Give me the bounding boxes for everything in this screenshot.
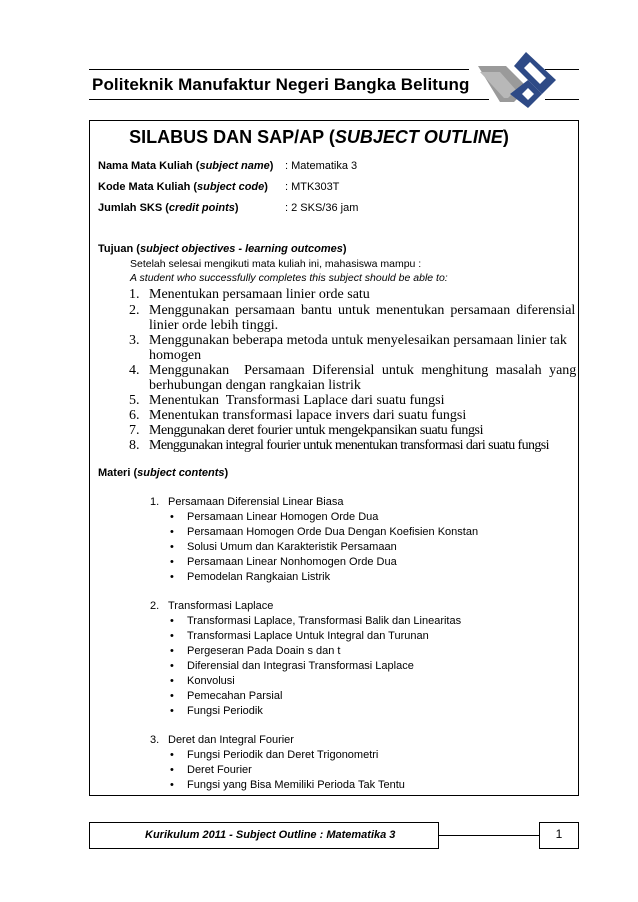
credit-points-label: Jumlah SKS (credit points) — [98, 202, 239, 214]
content-topic: Persamaan Linear Homogen Orde Dua — [187, 511, 379, 523]
document-title: SILABUS DAN SAP/AP (SUBJECT OUTLINE) — [129, 127, 509, 147]
content-topic: Fungsi Periodik — [187, 705, 263, 717]
objective-text: Menggunakan persamaan bantu untuk menentukan persamaan diferensial — [149, 303, 576, 318]
objective-text: linier orde lebih tinggi. — [149, 318, 279, 333]
objectives-intro: Setelah selesai mengikuti mata kuliah ini, mahasiswa mampu : — [130, 258, 422, 270]
page-number: 1 — [555, 827, 563, 841]
bullet-icon: • — [170, 660, 174, 672]
course-name-label: Nama Mata Kuliah (subject name) — [98, 160, 274, 172]
content-section-number: 3. — [150, 734, 160, 746]
course-code-value: : MTK303T — [285, 181, 340, 193]
bullet-icon: • — [170, 630, 174, 642]
content-topic: Deret Fourier — [187, 764, 252, 776]
objective-text: Menentukan persamaan linier orde satu — [149, 287, 370, 302]
bullet-icon: • — [170, 526, 174, 538]
content-topic: Pemodelan Rangkaian Listrik — [187, 571, 331, 583]
objective-text: Menggunakan integral fourier untuk menentukan transformasi dari suatu fungsi — [149, 438, 549, 453]
content-topic: Fungsi yang Bisa Memiliki Perioda Tak Tentu — [187, 779, 405, 791]
footer-rule — [439, 835, 539, 836]
objective-text: Menentukan Transformasi Laplace dari suatu fungsi — [149, 393, 445, 408]
bullet-icon: • — [170, 571, 174, 583]
content-topic: Konvolusi — [187, 675, 235, 687]
institution-name: Politeknik Manufaktur Negeri Bangka Belitung — [92, 75, 470, 94]
content-topic: Transformasi Laplace, Transformasi Balik dan Linearitas — [187, 615, 462, 627]
objectives-heading: Tujuan (subject objectives - learning outcomes) — [98, 243, 347, 255]
content-section-number: 2. — [150, 600, 160, 612]
objective-number: 4. — [129, 363, 140, 378]
objective-text: homogen — [149, 348, 202, 363]
content-section-number: 1. — [150, 496, 160, 508]
content-topic: Pergeseran Pada Doain s dan t — [187, 645, 341, 657]
bullet-icon: • — [170, 675, 174, 687]
content-topic: Transformasi Laplace Untuk Integral dan Turunan — [187, 630, 429, 642]
bullet-icon: • — [170, 764, 174, 776]
bullet-icon: • — [170, 705, 174, 717]
objective-number: 8. — [129, 438, 140, 453]
footer-curriculum-text: Kurikulum 2011 - Subject Outline : Matematika 3 — [145, 829, 396, 841]
bullet-icon: • — [170, 749, 174, 761]
course-name-value: : Matematika 3 — [285, 160, 358, 172]
content-topic: Solusi Umum dan Karakteristik Persamaan — [187, 541, 397, 553]
institution-logo-icon — [470, 44, 560, 110]
content-topic: Fungsi Periodik dan Deret Trigonometri — [187, 749, 379, 761]
bullet-icon: • — [170, 556, 174, 568]
bullet-icon: • — [170, 511, 174, 523]
content-topic: Diferensial dan Integrasi Transformasi Laplace — [187, 660, 414, 672]
credit-points-value: : 2 SKS/36 jam — [285, 202, 359, 214]
objective-number: 5. — [129, 393, 140, 408]
objective-text: berhubungan dengan rangkaian listrik — [149, 378, 361, 393]
outline-content-box — [89, 120, 579, 796]
objective-text: Menggunakan beberapa metoda untuk menyelesaikan persamaan linier tak — [149, 333, 567, 348]
objective-number: 6. — [129, 408, 140, 423]
bullet-icon: • — [170, 779, 174, 791]
objective-number: 1. — [129, 287, 140, 302]
content-section-title: Persamaan Diferensial Linear Biasa — [168, 496, 344, 508]
objectives-intro-english: A student who successfully completes this subject should be able to: — [130, 272, 448, 284]
objective-number: 2. — [129, 303, 140, 318]
header-rule-top — [89, 69, 469, 70]
content-topic: Pemecahan Parsial — [187, 690, 283, 702]
content-topic: Persamaan Linear Nonhomogen Orde Dua — [187, 556, 397, 568]
objective-number: 7. — [129, 423, 140, 438]
contents-heading: Materi (subject contents) — [98, 467, 229, 479]
objective-text: Menentukan transformasi lapace invers dari suatu fungsi — [149, 408, 467, 423]
bullet-icon: • — [170, 541, 174, 553]
objective-text: Menggunakan deret fourier untuk mengekpansikan suatu fungsi — [149, 423, 484, 438]
bullet-icon: • — [170, 690, 174, 702]
header-rule-bottom — [89, 99, 489, 100]
content-section-title: Transformasi Laplace — [168, 600, 274, 612]
content-topic: Persamaan Homogen Orde Dua Dengan Koefisien Konstan — [187, 526, 479, 538]
bullet-icon: • — [170, 615, 174, 627]
bullet-icon: • — [170, 645, 174, 657]
course-code-label: Kode Mata Kuliah (subject code) — [98, 181, 268, 193]
content-section-title: Deret dan Integral Fourier — [168, 734, 294, 746]
objective-number: 3. — [129, 333, 140, 348]
objective-text: Menggunakan Persamaan Diferensial untuk menghitung masalah yang — [149, 363, 577, 378]
